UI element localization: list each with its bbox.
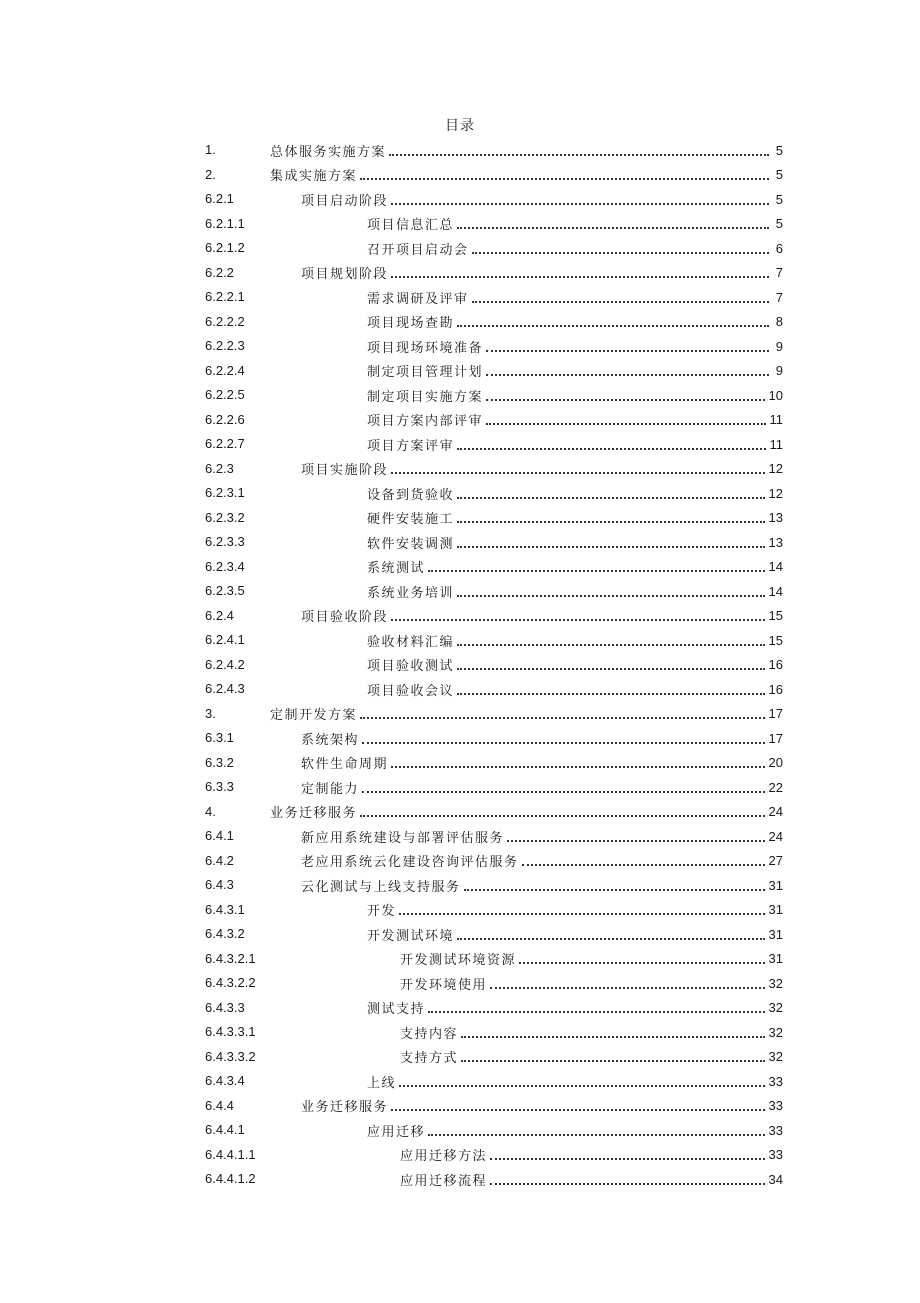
toc-entry-number: 3. (205, 705, 216, 721)
toc-entry-page-number: 16 (768, 657, 783, 673)
toc-entry-number: 6.2.3.2 (205, 509, 245, 525)
toc-entry[interactable] (205, 432, 783, 457)
toc-entry-page-number: 33 (768, 1098, 783, 1114)
toc-title: 目录 (445, 118, 475, 134)
toc-entry-title: 新应用系统建设与部署评估服务 (301, 830, 505, 846)
toc-entry-page-number: 31 (768, 902, 783, 918)
toc-entry-page-number: 12 (768, 461, 783, 477)
toc-leader-dots (391, 202, 769, 205)
toc-entry-title: 支持内容 (400, 1026, 459, 1042)
toc-entry-page-number: 31 (768, 951, 783, 967)
toc-entry-line (367, 285, 783, 310)
toc-entry-title: 系统架构 (301, 732, 360, 748)
toc-entry-line (400, 1045, 783, 1070)
toc-entry[interactable] (205, 604, 783, 629)
toc-entry-page-number: 15 (768, 608, 783, 624)
toc-entry-line (367, 359, 783, 384)
toc-entry-page-number: 10 (768, 387, 783, 403)
toc-entry[interactable] (205, 971, 783, 996)
toc-entry-line (367, 579, 783, 604)
toc-entry-number: 6.2.2.4 (205, 362, 245, 378)
toc-leader-dots (457, 937, 765, 940)
toc-entry-number: 6.3.2 (205, 754, 234, 770)
toc-entry-title: 验收材料汇编 (367, 634, 455, 650)
toc-entry-line (270, 800, 783, 825)
toc-entry-number: 6.2.4.2 (205, 656, 245, 672)
toc-entry[interactable] (205, 1143, 783, 1168)
toc-entry-title: 开发测试环境 (367, 928, 455, 944)
toc-entry-page-number: 16 (768, 681, 783, 697)
toc-leader-dots (360, 177, 769, 180)
toc-entry-title: 项目实施阶段 (301, 463, 389, 479)
toc-entry-line (400, 947, 783, 972)
toc-entry-number: 6.2.4.3 (205, 681, 245, 696)
toc-entry-line (400, 1020, 783, 1045)
toc-leader-dots (507, 839, 765, 842)
toc-entry[interactable] (205, 1118, 783, 1143)
toc-entry[interactable] (205, 506, 783, 531)
toc-entry-title: 项目验收会议 (367, 683, 455, 699)
toc-entry-page-number: 12 (768, 485, 783, 501)
toc-entry[interactable] (205, 702, 783, 727)
toc-entry-number: 6.2.1.2 (205, 240, 245, 255)
toc-entry-page-number: 33 (768, 1147, 783, 1163)
toc-entry[interactable] (205, 1069, 783, 1094)
toc-entry-line (367, 1118, 783, 1143)
toc-entry-number: 6.4.3.2.2 (205, 975, 256, 990)
toc-entry-title: 开发 (367, 904, 397, 920)
toc-entry-title: 软件生命周期 (301, 757, 389, 773)
toc-entry-page-number: 32 (768, 1024, 783, 1040)
toc-entry-line (301, 1094, 783, 1119)
toc-entry-page-number: 17 (768, 730, 783, 746)
toc-entry[interactable] (205, 824, 783, 849)
toc-entry-number: 6.4.3 (205, 877, 234, 892)
toc-leader-dots (472, 300, 769, 303)
toc-entry[interactable] (205, 996, 783, 1021)
toc-entry-title: 硬件安装施工 (367, 512, 455, 528)
toc-leader-dots (457, 226, 769, 229)
toc-entry[interactable] (205, 873, 783, 898)
toc-entry-page-number: 11 (769, 436, 783, 452)
toc-leader-dots (457, 643, 765, 646)
toc-leader-dots (389, 153, 769, 156)
toc-entry[interactable] (205, 383, 783, 408)
toc-entry-page-number: 32 (768, 1000, 783, 1016)
toc-entry-line (367, 653, 783, 678)
toc-entry-line (367, 408, 783, 433)
toc-entry-page-number: 17 (768, 706, 783, 722)
toc-entry-number: 6.2.3.1 (205, 485, 245, 500)
toc-entry-number: 6.4.4.1 (205, 1122, 245, 1137)
toc-leader-dots (490, 1182, 765, 1185)
toc-entry-line (301, 726, 783, 751)
toc-entry[interactable] (205, 408, 783, 433)
toc-entry-number: 6.2.2.6 (205, 411, 245, 427)
toc-entry-line (367, 212, 783, 237)
toc-entry-title: 上线 (367, 1075, 397, 1091)
toc-entry-title: 项目现场查勘 (367, 316, 455, 332)
toc-entry-page-number: 7 (775, 265, 783, 281)
toc-entry[interactable] (205, 285, 783, 310)
toc-entry-page-number: 5 (775, 142, 783, 158)
toc-entry-line (301, 604, 783, 629)
toc-entry-page-number: 8 (775, 314, 783, 330)
toc-entry-number: 1. (205, 142, 216, 157)
toc-entry-page-number: 9 (775, 363, 783, 379)
toc-leader-dots (391, 618, 765, 621)
toc-entry-number: 6.4.4 (205, 1097, 234, 1113)
toc-entry-line (367, 432, 783, 457)
toc-entry-number: 6.2.2 (205, 264, 234, 280)
toc-entry[interactable] (205, 457, 783, 482)
toc-entry-page-number: 34 (768, 1171, 783, 1187)
toc-entry[interactable] (205, 310, 783, 335)
toc-entry-title: 项目方案内部评审 (367, 414, 484, 430)
toc-entry-page-number: 5 (775, 191, 783, 207)
toc-entry[interactable] (205, 751, 783, 776)
toc-entry[interactable] (205, 187, 783, 212)
toc-entry-number: 4. (205, 803, 216, 819)
toc-entry[interactable] (205, 922, 783, 947)
toc-entry-number: 6.2.3.4 (205, 558, 245, 574)
toc-entry-number: 6.4.4.1.2 (205, 1171, 256, 1186)
toc-leader-dots (428, 1010, 765, 1013)
toc-entry[interactable] (205, 677, 783, 702)
toc-entry-line (270, 163, 783, 188)
toc-entry[interactable] (205, 898, 783, 923)
toc-entry-title: 测试支持 (367, 1002, 426, 1018)
toc-entry-number: 6.4.3.1 (205, 901, 245, 917)
toc-entry-line (367, 677, 783, 702)
toc-entry-line (367, 555, 783, 580)
toc-entry-page-number: 24 (768, 828, 783, 844)
toc-entry-line (301, 873, 783, 898)
toc-leader-dots (428, 569, 765, 572)
toc-entry-number: 6.2.2.3 (205, 338, 245, 353)
toc-entry-number: 6.2.3.5 (205, 583, 245, 598)
toc-leader-dots (522, 863, 765, 866)
toc-entry-title: 项目信息汇总 (367, 218, 455, 234)
toc-entry-number: 6.2.2.1 (205, 289, 245, 304)
toc-entry[interactable] (205, 1094, 783, 1119)
toc-entry-line (367, 481, 783, 506)
toc-entry[interactable] (205, 726, 783, 751)
toc-leader-dots (391, 1108, 765, 1111)
toc-entry-title: 业务迁移服务 (270, 806, 358, 822)
toc-entry-title: 开发测试环境资源 (400, 953, 517, 969)
toc-entry-number: 6.4.3.3.2 (205, 1048, 256, 1064)
toc-entry-line (367, 310, 783, 335)
toc-entry-number: 6.2.1.1 (205, 215, 245, 231)
toc-leader-dots (428, 1133, 765, 1136)
toc-entry-title: 项目规划阶段 (301, 267, 389, 283)
toc-leader-dots (490, 986, 765, 989)
toc-entry-title: 项目验收测试 (367, 659, 455, 675)
toc-entry[interactable] (205, 334, 783, 359)
toc-entry-line (367, 506, 783, 531)
toc-leader-dots (399, 1084, 765, 1087)
toc-entry-number: 6.4.3.3 (205, 999, 245, 1015)
toc-entry-title: 系统业务培训 (367, 585, 455, 601)
toc-entry-number: 6.4.3.2 (205, 926, 245, 941)
toc-entry-line (367, 1069, 783, 1094)
toc-leader-dots (391, 275, 769, 278)
toc-entry[interactable] (205, 359, 783, 384)
toc-entry-line (301, 751, 783, 776)
toc-entry-page-number: 5 (775, 216, 783, 232)
toc-entry-title: 项目现场环境准备 (367, 340, 484, 356)
toc-leader-dots (360, 814, 765, 817)
toc-entry-number: 6.3.1 (205, 730, 234, 745)
toc-entry-line (367, 628, 783, 653)
toc-entry-line (301, 849, 783, 874)
toc-entry-title: 集成实施方案 (270, 169, 358, 185)
toc-leader-dots (457, 324, 769, 327)
toc-entry-number: 6.2.4 (205, 607, 234, 623)
toc-entry[interactable] (205, 775, 783, 800)
toc-leader-dots (486, 422, 765, 425)
toc-entry[interactable] (205, 947, 783, 972)
toc-entry-page-number: 13 (768, 510, 783, 526)
toc-entry[interactable] (205, 849, 783, 874)
toc-entry-line (367, 996, 783, 1021)
toc-entry-title: 云化测试与上线支持服务 (301, 879, 461, 895)
toc-leader-dots (457, 545, 765, 548)
toc-entry-page-number: 31 (768, 926, 783, 942)
toc-entry-number: 6.4.3.2.1 (205, 950, 256, 966)
toc-entry-page-number: 20 (768, 755, 783, 771)
toc-entry-line (301, 457, 783, 482)
toc-entry[interactable] (205, 530, 783, 555)
toc-entry[interactable] (205, 236, 783, 261)
toc-entry-number: 6.4.1 (205, 828, 234, 843)
toc-entry-page-number: 7 (775, 289, 783, 305)
toc-entry-line (400, 1143, 783, 1168)
toc-leader-dots (457, 447, 765, 450)
toc-leader-dots (360, 716, 765, 719)
toc-entry[interactable] (205, 1045, 783, 1070)
toc-entry-page-number: 6 (775, 240, 783, 256)
toc-entry-title: 定制开发方案 (270, 708, 358, 724)
toc-entry[interactable] (205, 1167, 783, 1192)
toc-leader-dots (399, 912, 765, 915)
toc-entry-number: 6.4.3.4 (205, 1073, 245, 1088)
toc-leader-dots (457, 667, 765, 670)
toc-entry-page-number: 13 (768, 534, 783, 550)
toc-entry-title: 软件安装调测 (367, 536, 455, 552)
toc-entry-title: 项目验收阶段 (301, 610, 389, 626)
toc-entry-number: 6.4.3.3.1 (205, 1024, 256, 1039)
toc-leader-dots (486, 349, 769, 352)
toc-entry-line (367, 530, 783, 555)
toc-leader-dots (486, 373, 769, 376)
toc-entry-line (400, 971, 783, 996)
toc-entry-line (270, 138, 783, 163)
toc-entry-number: 6.2.4.1 (205, 632, 245, 647)
toc-entry-number: 2. (205, 166, 216, 182)
toc-entry-page-number: 31 (768, 877, 783, 893)
toc-entry[interactable] (205, 261, 783, 286)
toc-entry-title: 制定项目管理计划 (367, 365, 484, 381)
toc-entry-page-number: 32 (768, 975, 783, 991)
toc-entry-page-number: 5 (775, 167, 783, 183)
toc-entry-title: 设备到货验收 (367, 487, 455, 503)
toc-leader-dots (362, 741, 765, 744)
toc-entry-title: 项目启动阶段 (301, 193, 389, 209)
toc-leader-dots (457, 520, 765, 523)
toc-entry[interactable] (205, 481, 783, 506)
toc-leader-dots (391, 765, 765, 768)
toc-entry-number: 6.2.2.7 (205, 436, 245, 451)
toc-leader-dots (490, 1157, 765, 1160)
toc-entry-title: 老应用系统云化建设咨询评估服务 (301, 855, 519, 871)
toc-entry-line (367, 334, 783, 359)
toc-entry-number: 6.4.4.1.1 (205, 1146, 256, 1162)
toc-entry-page-number: 11 (769, 412, 783, 428)
toc-entry[interactable] (205, 653, 783, 678)
toc-leader-dots (472, 251, 769, 254)
toc-entry-line (270, 702, 783, 727)
toc-entry-page-number: 33 (768, 1073, 783, 1089)
toc-entry-number: 6.3.3 (205, 779, 234, 794)
toc-entry-page-number: 14 (768, 583, 783, 599)
toc-entry-number: 6.2.2.5 (205, 387, 245, 402)
toc-entry-line (400, 1167, 783, 1192)
toc-leader-dots (362, 790, 765, 793)
toc-entry-line (367, 922, 783, 947)
toc-entry-page-number: 9 (775, 338, 783, 354)
toc-entry[interactable] (205, 555, 783, 580)
toc-entry-number: 6.2.3 (205, 460, 234, 476)
toc-entry-title: 应用迁移 (367, 1124, 426, 1140)
toc-entry-title: 项目方案评审 (367, 438, 455, 454)
toc-entry-line (301, 824, 783, 849)
toc-entry-title: 总体服务实施方案 (270, 144, 387, 160)
toc-entry-number: 6.2.3.3 (205, 534, 245, 549)
toc-entry-line (301, 187, 783, 212)
toc-entry-page-number: 24 (768, 804, 783, 820)
toc-leader-dots (464, 888, 765, 891)
toc-entry-title: 需求调研及评审 (367, 291, 469, 307)
toc-leader-dots (461, 1035, 765, 1038)
toc-entry-number: 6.4.2 (205, 852, 234, 868)
toc-entry-title: 定制能力 (301, 781, 360, 797)
toc-entry-page-number: 33 (768, 1122, 783, 1138)
toc-entry-line (367, 383, 783, 408)
toc-leader-dots (457, 692, 765, 695)
toc-entry-page-number: 32 (768, 1049, 783, 1065)
toc-entry[interactable] (205, 163, 783, 188)
toc-entry-page-number: 22 (768, 779, 783, 795)
toc-entry-title: 应用迁移流程 (400, 1173, 488, 1189)
table-of-contents (205, 138, 783, 1192)
toc-entry-title: 支持方式 (400, 1051, 459, 1067)
toc-entry-title: 制定项目实施方案 (367, 389, 484, 405)
toc-leader-dots (457, 496, 765, 499)
toc-entry-line (301, 775, 783, 800)
toc-entry[interactable] (205, 579, 783, 604)
toc-leader-dots (461, 1059, 765, 1062)
toc-entry[interactable] (205, 1020, 783, 1045)
toc-entry[interactable] (205, 138, 783, 163)
toc-entry[interactable] (205, 628, 783, 653)
toc-entry[interactable] (205, 212, 783, 237)
toc-leader-dots (486, 398, 765, 401)
toc-entry-number: 6.2.2.2 (205, 313, 245, 329)
toc-leader-dots (519, 961, 765, 964)
toc-entry-title: 召开项目启动会 (367, 242, 469, 258)
toc-entry-page-number: 14 (768, 559, 783, 575)
toc-entry-title: 业务迁移服务 (301, 1100, 389, 1116)
toc-entry-page-number: 15 (768, 632, 783, 648)
toc-entry-line (301, 261, 783, 286)
toc-entry-title: 开发环境使用 (400, 977, 488, 993)
toc-entry-line (367, 898, 783, 923)
toc-entry-title: 应用迁移方法 (400, 1149, 488, 1165)
toc-leader-dots (457, 594, 765, 597)
toc-entry-number: 6.2.1 (205, 191, 234, 206)
toc-entry[interactable] (205, 800, 783, 825)
toc-entry-title: 系统测试 (367, 561, 426, 577)
toc-leader-dots (391, 471, 765, 474)
toc-entry-line (367, 236, 783, 261)
toc-entry-page-number: 27 (768, 853, 783, 869)
